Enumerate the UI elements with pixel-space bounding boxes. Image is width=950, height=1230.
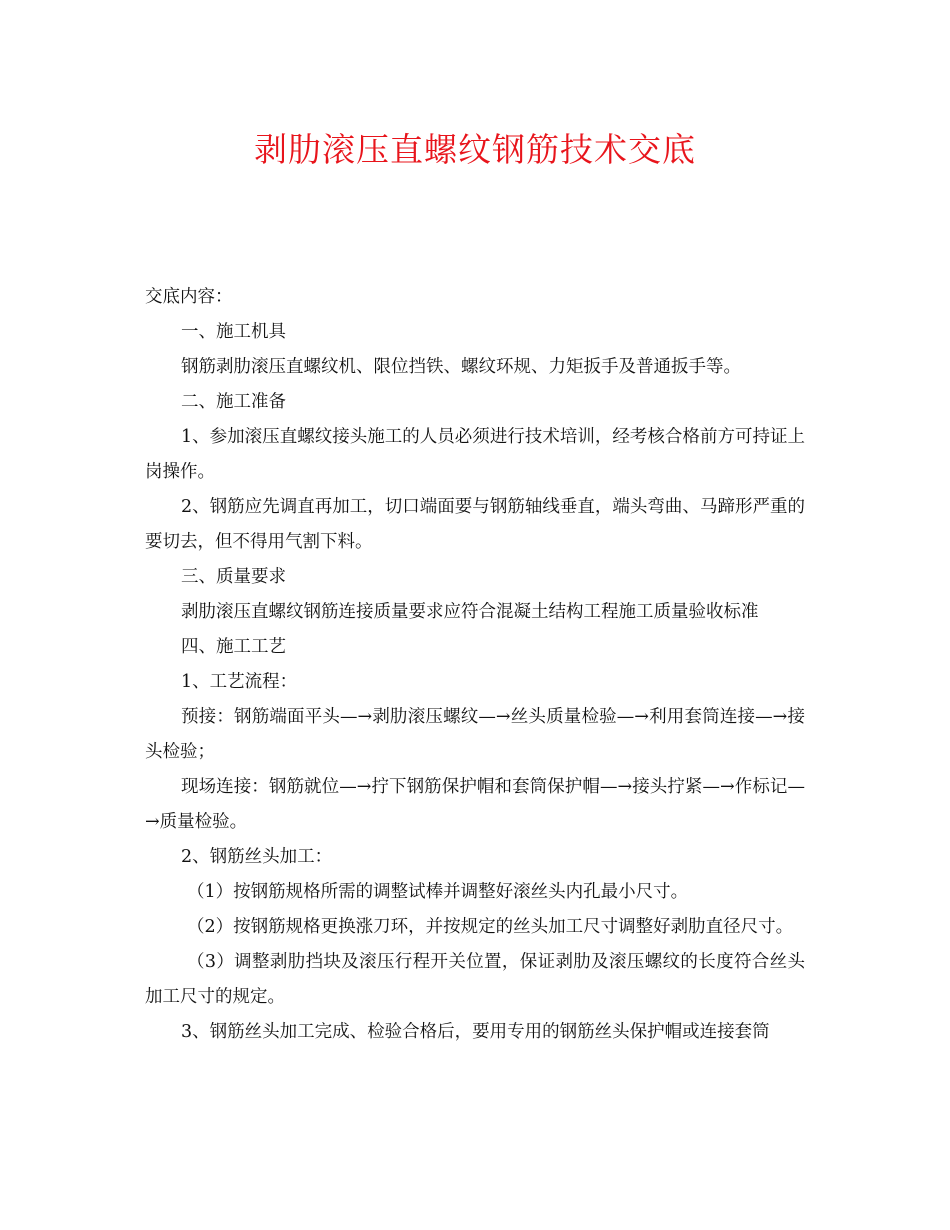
heading-thread-processing: 2、钢筋丝头加工： (181, 847, 333, 867)
document-body (145, 280, 805, 1050)
paragraph-preparation-2: 2、钢筋应先调直再加工，切口端面要与钢筋轴线垂直，端头弯曲、马蹄形严重的要切去，但不得用气割下料。 (145, 497, 805, 552)
heading-process: 四、施工工艺 (181, 637, 286, 657)
document-title: 剥肋滚压直螺纹钢筋技术交底 (254, 130, 696, 169)
heading-preparation: 二、施工准备 (181, 392, 286, 412)
section-intro: 交底内容： (145, 287, 233, 307)
heading-tools: 一、施工机具 (181, 322, 286, 342)
heading-quality: 三、质量要求 (181, 567, 286, 587)
paragraph-tools: 钢筋剥肋滚压直螺纹机、限位挡铁、螺纹环规、力矩扳手及普通扳手等。 (181, 357, 741, 377)
paragraph-protection: 3、钢筋丝头加工完成、检验合格后，要用专用的钢筋丝头保护帽或连接套筒 (181, 1022, 770, 1042)
heading-process-flow: 1、工艺流程： (181, 672, 298, 692)
paragraph-preconnect: 预接：钢筋端面平头—→剥肋滚压螺纹—→丝头质量检验—→利用套筒连接—→接头检验； (145, 707, 805, 762)
paragraph-step-3: （3）调整剥肋挡块及滚压行程开关位置，保证剥肋及滚压螺纹的长度符合丝头加工尺寸的规定。 (145, 952, 805, 1007)
paragraph-site-connect: 现场连接：钢筋就位—→拧下钢筋保护帽和套筒保护帽—→接头拧紧—→作标记—→质量检验。 (145, 777, 805, 832)
paragraph-preparation-1: 1、参加滚压直螺纹接头施工的人员必须进行技术培训，经考核合格前方可持证上岗操作。 (145, 427, 805, 482)
paragraph-step-1: （1）按钢筋规格所需的调整试棒并调整好滚丝头内孔最小尺寸。 (187, 882, 689, 902)
paragraph-quality: 剥肋滚压直螺纹钢筋连接质量要求应符合混凝土结构工程施工质量验收标准 (181, 602, 759, 622)
paragraph-step-2: （2）按钢筋规格更换涨刀环，并按规定的丝头加工尺寸调整好剥肋直径尺寸。 (187, 917, 794, 937)
